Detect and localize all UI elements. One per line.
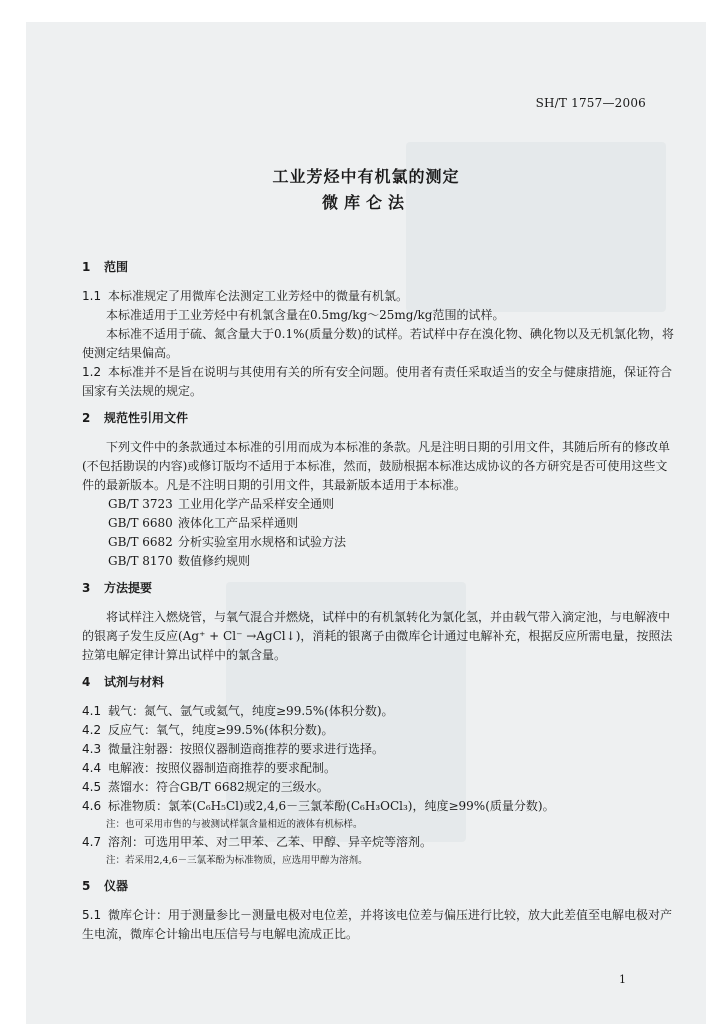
clause-4-1: 4.1 载气：氮气、氩气或氦气，纯度≥99.5%(体积分数)。 bbox=[82, 704, 394, 718]
paragraph: 下列文件中的条款通过本标准的引用而成为本标准的条款。凡是注明日期的引用文件，其随后所有的修改单(不包括勘误的内容)或修订版均不适用于本标准，然而，鼓励根据本标准达成协议的各方研究是否可使用这些文件的最新版本。凡是不注明日期的引用文件，其最新版本适用于本标准。 bbox=[82, 440, 671, 492]
note: 注：也可采用市售的与被测试样氯含量相近的液体有机标样。 bbox=[106, 819, 363, 830]
paragraph: 将试样注入燃烧管，与氧气混合并燃烧，试样中的有机氯转化为氯化氢，并由载气带入滴定池，与电解液中的银离子发生反应(Ag⁺ + Cl⁻ →AgCl↓)，消耗的银离子由微库仑计通过电解补充，根据反应所需电量，按照法拉第电解定律计算出试样中的氯含量。 bbox=[82, 610, 673, 662]
standard-code: SH/T 1757—2006 bbox=[535, 96, 646, 110]
document-subtitle: 微库仑法 bbox=[321, 193, 410, 212]
paragraph: 本标准适用于工业芳烃中有机氯含量在0.5mg/kg～25mg/kg范围的试样。 bbox=[106, 308, 505, 322]
paragraph: 本标准不适用于硫、氮含量大于0.1%(质量分数)的试样。若试样中存在溴化物、碘化物以及无机氯化物，将使测定结果偏高。 bbox=[82, 327, 674, 360]
note: 注：若采用2,4,6－三氯苯酚为标准物质，应选用甲醇为溶剂。 bbox=[106, 855, 368, 866]
clause-1-1: 1.1 本标准规定了用微库仑法测定工业芳烃中的微量有机氯。 bbox=[82, 289, 409, 303]
section-heading: 1 范围 bbox=[82, 260, 129, 274]
document-title: 工业芳烃中有机氯的测定 bbox=[272, 167, 460, 186]
clause-4-4: 4.4 电解液：按照仪器制造商推荐的要求配制。 bbox=[82, 761, 337, 775]
clause-4-7: 4.7 溶剂：可选用甲苯、对二甲苯、乙苯、甲醇、异辛烷等溶剂。 bbox=[82, 835, 433, 849]
document-body bbox=[82, 258, 676, 944]
clause-5-1: 5.1 微库仑计：用于测量参比－测量电极对电位差，并将该电位差与偏压进行比较，放大此差值至电解电极对产生电流，微库仑计输出电压信号与电解电流成正比。 bbox=[82, 908, 673, 941]
clause-4-3: 4.3 微量注射器：按照仪器制造商推荐的要求进行选择。 bbox=[82, 742, 385, 756]
clause-1-2: 1.2 本标准并不是旨在说明与其使用有关的所有安全问题。使用者有责任采取适当的安全与健康措施，保证符合国家有关法规的规定。 bbox=[82, 365, 673, 398]
section-heading: 2 规范性引用文件 bbox=[82, 411, 189, 425]
document-page bbox=[26, 22, 706, 1024]
section-heading: 4 试剂与材料 bbox=[82, 675, 165, 689]
normative-reference: GB/T 6680 液体化工产品采样通则 bbox=[108, 516, 299, 530]
section-heading: 3 方法提要 bbox=[82, 581, 153, 595]
normative-reference: GB/T 3723 工业用化学产品采样安全通则 bbox=[108, 497, 335, 511]
page-number: 1 bbox=[619, 973, 626, 986]
section-heading: 5 仪器 bbox=[82, 879, 129, 893]
normative-reference: GB/T 6682 分析实验室用水规格和试验方法 bbox=[108, 535, 347, 549]
normative-reference: GB/T 8170 数值修约规则 bbox=[108, 554, 251, 568]
clause-4-5: 4.5 蒸馏水：符合GB/T 6682规定的三级水。 bbox=[82, 780, 329, 794]
clause-4-2: 4.2 反应气：氧气，纯度≥99.5%(体积分数)。 bbox=[82, 723, 334, 737]
clause-4-6: 4.6 标准物质：氯苯(C₆H₅Cl)或2,4,6－三氯苯酚(C₆H₃OCl₃)，纯度≥99%(质量分数)。 bbox=[82, 799, 555, 813]
